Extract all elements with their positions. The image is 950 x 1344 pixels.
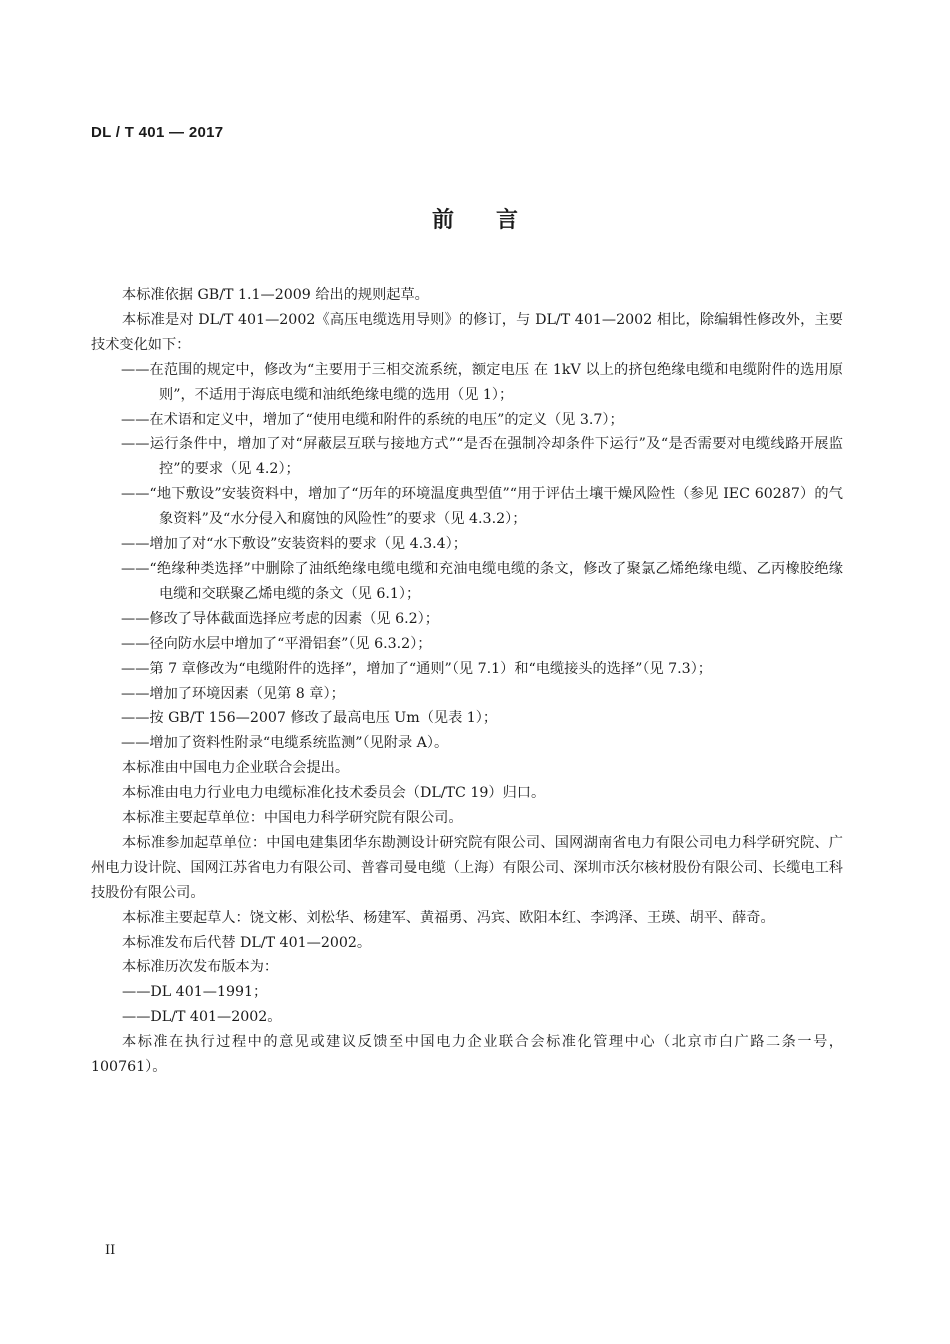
paragraph: 本标准由中国电力企业联合会提出。 (122, 760, 350, 777)
version-item: ——DL/T 401—2002。 (122, 1009, 282, 1026)
list-item: ——在范围的规定中，修改为“主要用于三相交流系统，额定电压 在 1kV 以上的挤包绝缘电缆和电缆附件的选用原则”，不适用于海底电缆和油纸绝缘电缆的选用（见 1）； (121, 361, 843, 403)
page-title: 前言 (431, 208, 560, 233)
list-item: ——按 GB/T 156—2007 修改了最高电压 Um（见表 1）； (121, 710, 498, 727)
paragraph: 本标准主要起草人：饶文彬、刘松华、杨建军、黄福勇、冯宾、欧阳本红、李鸿泽、王瑛、胡平、薛奇。 (122, 909, 775, 926)
paragraph: 本标准参加起草单位：中国电建集团华东勘测设计研究院有限公司、国网湖南省电力有限公司电力科学研究院、广州电力设计院、国网江苏省电力有限公司、普睿司曼电缆（上海）有限公司、深圳市沃尔核材股份有限公司、长缆电工科技股份有限公司。 (91, 834, 843, 901)
list-item: ——增加了对“水下敷设”安装资料的要求（见 4.3.4）； (121, 536, 467, 553)
list-item: ——增加了资料性附录“电缆系统监测”（见附录 A）。 (121, 735, 449, 752)
paragraph: 本标准历次发布版本为： (122, 959, 279, 976)
list-item: ——第 7 章修改为“电缆附件的选择”，增加了“通则”（见 7.1）和“电缆接头的选择”（见 7.3）； (121, 660, 712, 677)
paragraph: 本标准在执行过程中的意见或建议反馈至中国电力企业联合会标准化管理中心（北京市白广路二条一号，100761）。 (91, 1034, 843, 1076)
document-body (91, 283, 843, 1080)
paragraph: 本标准由电力行业电力电缆标准化技术委员会（DL/TC 19）归口。 (122, 785, 546, 802)
list-item: ——径向防水层中增加了“平滑铝套”（见 6.3.2）； (121, 635, 432, 652)
list-item: ——在术语和定义中，增加了“使用电缆和附件的系统的电压”的定义（见 3.7）； (121, 411, 624, 428)
list-item: ——运行条件中，增加了对“屏蔽层互联与接地方式”“是否在强制冷却条件下运行”及“是否需要对电缆线路开展监控”的要求（见 4.2）； (121, 436, 843, 478)
list-item: ——增加了环境因素（见第 8 章）； (121, 685, 345, 702)
page-number: II (105, 1243, 116, 1258)
paragraph: 本标准发布后代替 DL/T 401—2002。 (122, 934, 372, 951)
document-code: DL / T 401 — 2017 (91, 124, 224, 141)
list-item: ——“绝缘种类选择”中删除了油纸绝缘电缆电缆和充油电缆电缆的条文，修改了聚氯乙烯绝缘电缆、乙丙橡胶绝缘电缆和交联聚乙烯电缆的条文（见 6.1）； (121, 560, 843, 602)
paragraph: 本标准主要起草单位：中国电力科学研究院有限公司。 (122, 810, 463, 827)
paragraph: 本标准依据 GB/T 1.1—2009 给出的规则起草。 (122, 287, 429, 303)
version-item: ——DL 401—1991； (122, 984, 268, 1001)
list-item: ——“地下敷设”安装资料中，增加了“历年的环境温度典型值”“用于评估土壤干燥风险性（参见 IEC 60287）的气象资料”及“水分侵入和腐蚀的风险性”的要求（见 4.3.2）； (121, 486, 843, 528)
list-item: ——修改了导体截面选择应考虑的因素（见 6.2）； (121, 610, 439, 627)
paragraph: 本标准是对 DL/T 401—2002《高压电缆选用导则》的修订，与 DL/T 401—2002 相比，除编辑性修改外，主要技术变化如下： (91, 311, 843, 353)
